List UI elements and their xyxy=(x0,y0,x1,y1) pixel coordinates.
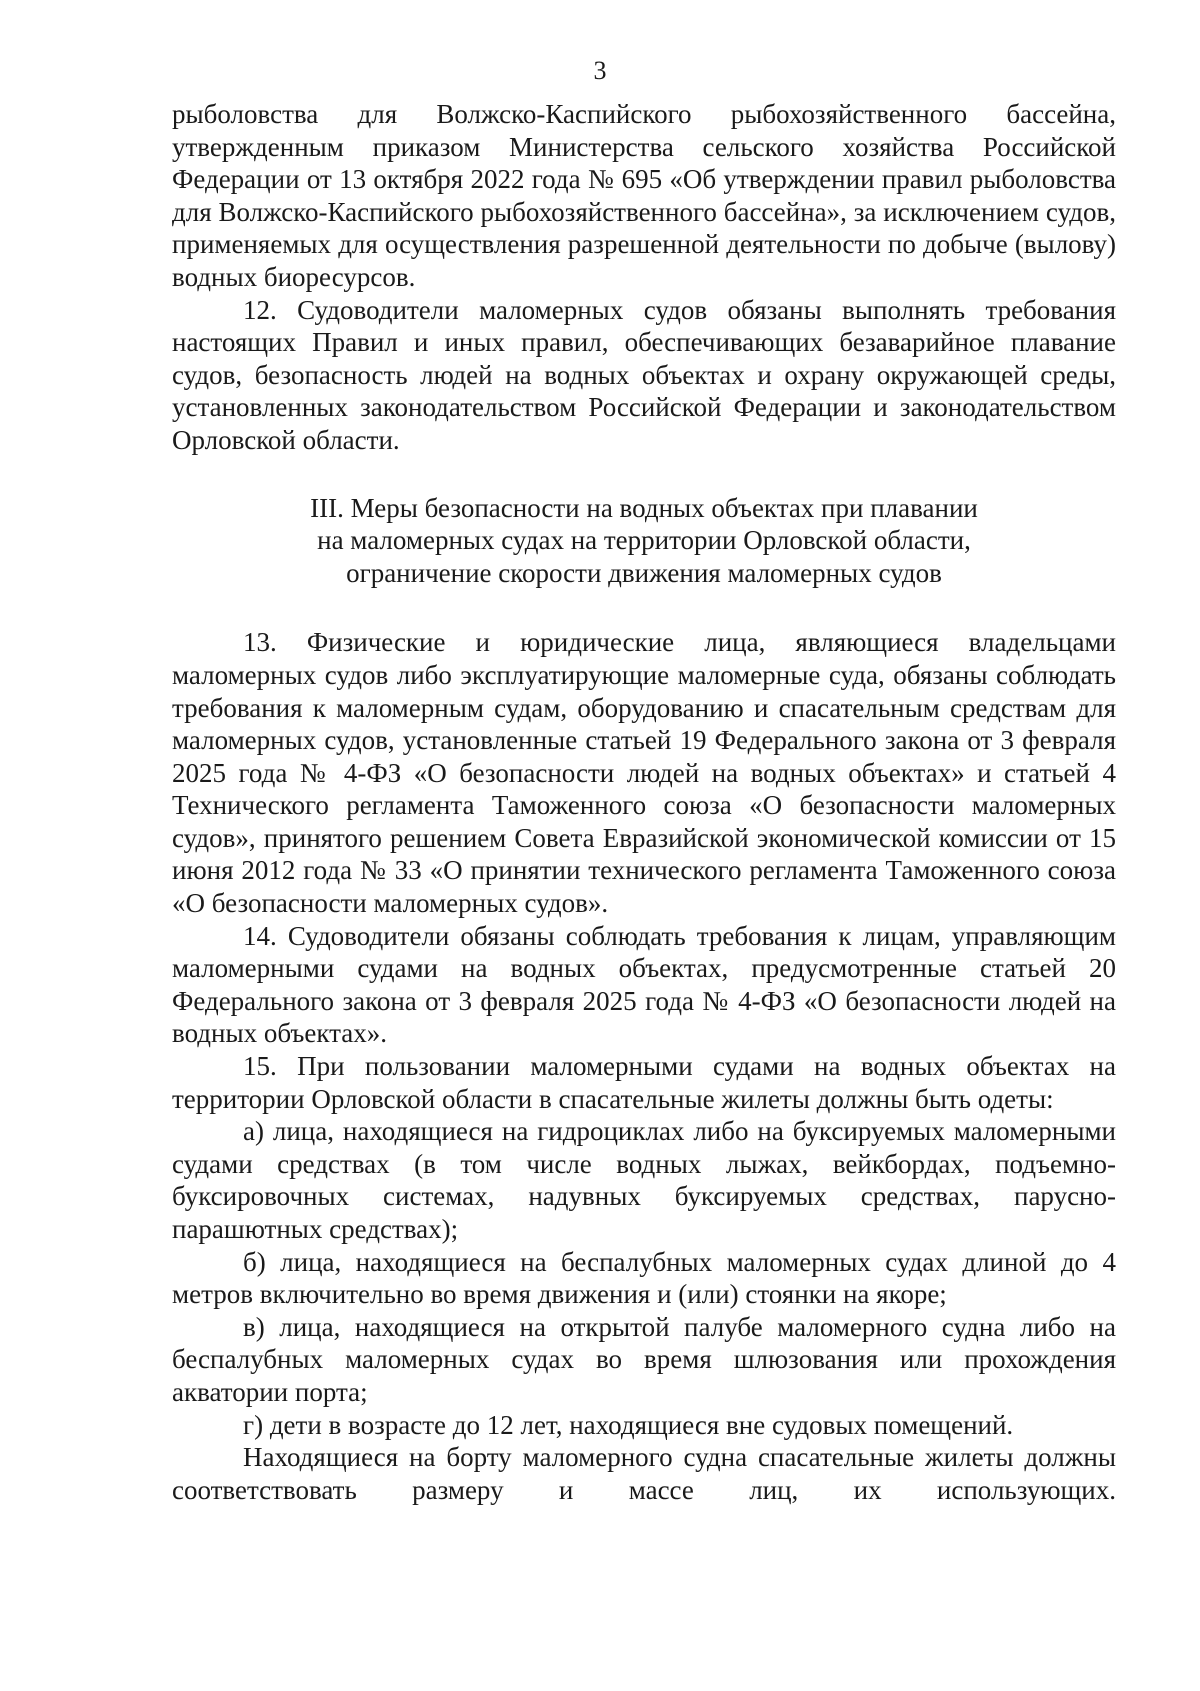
section-heading xyxy=(172,492,1116,590)
paragraph-15-item-a: а) лица, находящиеся на гидроциклах либо на буксируемых маломерными судами средствах (в том числе водных лыжах, вейкбордах, подъемно-буксировочных системах, надувных буксируемых средствах, парусно-парашютных средствах); xyxy=(172,1116,1116,1244)
paragraph-11-continuation: рыболовства для Волжско-Каспийского рыбохозяйственного бассейна, утвержденным приказом Министерства сельского хозяйства Российской Федерации от 13 октября 2022 года № 695 «Об утверждении правил рыболовства для Волжско-Каспийского рыбохозяйственного бассейна», за исключением судов, применяемых для осуществления разрешенной деятельности по добыче (вылову) водных биоресурсов. xyxy=(172,99,1116,292)
paragraph-15: 15. При пользовании маломерными судами на водных объектах на территории Орловской области в спасательные жилеты должны быть одеты: xyxy=(172,1051,1116,1114)
paragraph-14: 14. Судоводители обязаны соблюдать требования к лицам, управляющим маломерными судами на водных объектах, предусмотренные статьей 20 Федерального закона от 3 февраля 2025 года № 4-ФЗ «О безопасности людей на водных объектах». xyxy=(172,920,1116,1049)
section-heading-line-1: III. Меры безопасности на водных объектах при плавании xyxy=(310,492,978,523)
section-heading-line-2: на маломерных судах на территории Орловской области, xyxy=(317,525,971,556)
section-heading-line-3: ограничение скорости движения маломерных судов xyxy=(346,557,942,588)
document-body xyxy=(172,98,1116,1506)
paragraph-12: 12. Судоводители маломерных судов обязаны выполнять требования настоящих Правил и иных правил, обеспечивающих безаварийное плавание судов, безопасность людей на водных объектах и охрану окружающей среды, установленных законодательством Российской Федерации и законодательством Орловской области. xyxy=(172,294,1116,455)
paragraph-15-tail: Находящиеся на борту маломерного судна спасательные жилеты должны соответствовать размеру и массе лиц, их использующих. xyxy=(172,1442,1116,1505)
paragraph-13: 13. Физические и юридические лица, являющиеся владельцами маломерных судов либо эксплуатирующие маломерные суда, обязаны соблюдать требования к маломерным судам, оборудованию и спасательным средствам для маломерных судов, установленные статьей 19 Федерального закона от 3 февраля 2025 года № 4-ФЗ «О безопасности людей на водных объектах» и статьей 4 Технического регламента Таможенного союза «О безопасности маломерных судов», принятого решением Совета Евразийской экономической комиссии от 15 июня 2012 года № 33 «О принятии технического регламента Таможенного союза «О безопасности маломерных судов». xyxy=(172,627,1116,919)
page-number: 3 xyxy=(593,56,607,85)
paragraph-15-item-g: г) дети в возрасте до 12 лет, находящиеся вне судовых помещений. xyxy=(243,1409,1014,1440)
paragraph-15-item-v: в) лица, находящиеся на открытой палубе маломерного судна либо на беспалубных маломерных судах во время шлюзования или прохождения акватории порта; xyxy=(172,1311,1116,1407)
paragraph-15-item-b: б) лица, находящиеся на беспалубных маломерных судах длиной до 4 метров включительно во время движения и (или) стоянки на якоре; xyxy=(172,1246,1116,1310)
